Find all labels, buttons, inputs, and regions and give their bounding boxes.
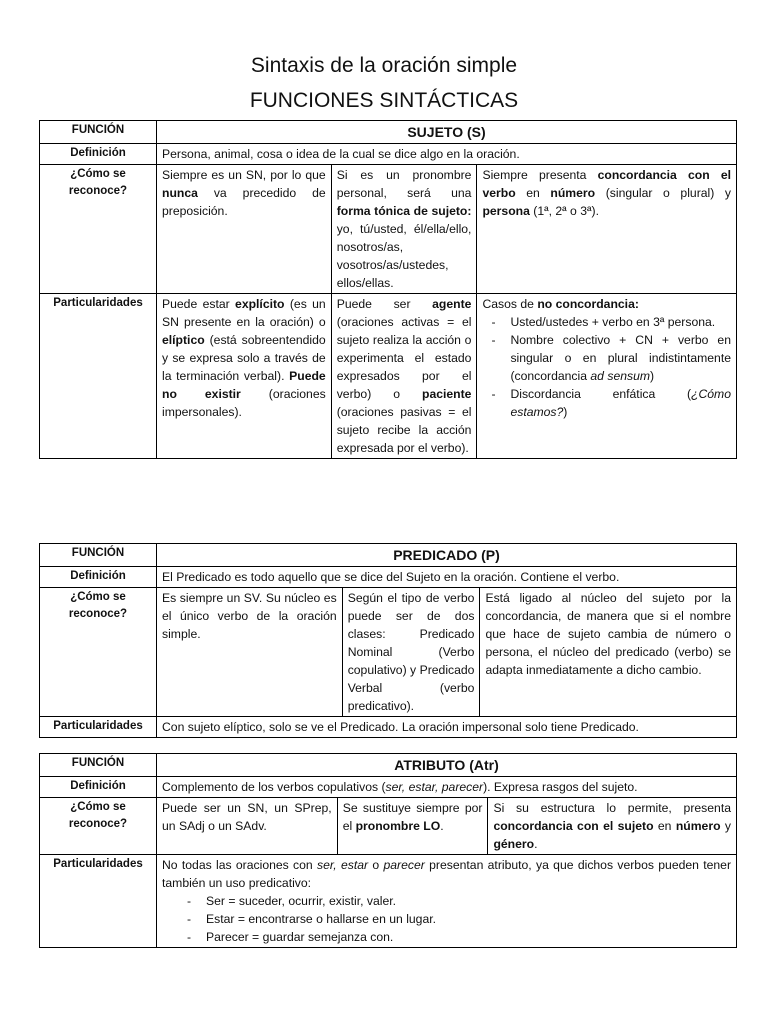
predicado-table: [39, 543, 737, 738]
sujeto-reconoce-1: Siempre es un SN, por lo que nunca va precedido de preposición.: [157, 165, 332, 293]
atributo-reconoce-3: Si su estructura lo permite, presenta concordancia con el sujeto en número y género.: [493, 801, 731, 851]
page-subtitle: FUNCIONES SINTÁCTICAS: [249, 89, 519, 112]
sujeto-definicion: Persona, animal, cosa o idea de la cual se dice algo en la oración.: [157, 144, 737, 165]
particularidades-label: Particularidades: [40, 855, 157, 948]
atributo-reconoce-1: Puede ser un SN, un SPrep, un SAdj o un SAdv.: [157, 798, 338, 854]
atributo-particularidades-list: [162, 892, 731, 946]
predicado-reconoce-2: Según el tipo de verbo puede ser de dos clases: Predicado Nominal (Verbo copulativo) y Predicado Verbal (verbo predicativo).: [343, 588, 481, 716]
predicado-reconoce-1: Es siempre un SV. Su núcleo es el único verbo de la oración simple.: [157, 588, 343, 716]
como-se-reconoce-label: ¿Cómo se reconoce?: [40, 588, 157, 717]
funcion-label: FUNCIÓN: [40, 544, 157, 567]
atributo-particularidades-intro: No todas las oraciones con ser, estar o parecer presentan atributo, ya que dichos verbos pueden tener también un uso predicativo:: [162, 858, 732, 890]
atributo-header: ATRIBUTO (Atr): [157, 754, 737, 777]
funcion-label: FUNCIÓN: [40, 121, 157, 144]
predicado-header: PREDICADO (P): [157, 544, 737, 567]
list-item: - Parecer = guardar semejanza con.: [178, 928, 731, 946]
como-se-reconoce-label: ¿Cómo se reconoce?: [40, 165, 157, 294]
predicado-particularidades: Con sujeto elíptico, solo se ve el Predicado. La oración impersonal solo tiene Predicado.: [157, 717, 737, 738]
list-item: - Ser = suceder, ocurrir, existir, valer.: [178, 892, 731, 910]
sujeto-reconoce-3: Siempre presenta concordancia con el verbo en número (singular o plural) y persona (1ª, 2ª o 3ª).: [482, 168, 731, 218]
no-concordancia-list: [482, 313, 731, 421]
particularidades-label: Particularidades: [40, 294, 157, 459]
como-se-reconoce-label: ¿Cómo se reconoce?: [40, 798, 157, 855]
list-item: - Usted/ustedes + verbo en 3ª persona.: [482, 313, 731, 331]
definicion-label: Definición: [40, 567, 157, 588]
no-concordancia-intro: Casos de no concordancia:: [482, 297, 639, 311]
funcion-label: FUNCIÓN: [40, 754, 157, 777]
list-item: - Estar = encontrarse o hallarse en un lugar.: [178, 910, 731, 928]
definicion-label: Definición: [40, 144, 157, 165]
atributo-table: [39, 753, 737, 948]
sujeto-particularidades-3: [477, 294, 736, 458]
sujeto-reconoce-2: Si es un pronombre personal, será una forma tónica de sujeto: yo, tú/usted, él/ella/ello, nosotros/as, vosotros/as/ustedes, ellos/ellas.: [332, 165, 478, 293]
particularidades-label: Particularidades: [40, 717, 157, 738]
list-item: - Nombre colectivo + CN + verbo en singular o en plural indistintamente (concordancia ad sensum): [482, 331, 731, 385]
page-title: Sintaxis de la oración simple: [250, 54, 518, 77]
atributo-definicion: Complemento de los verbos copulativos (ser, estar, parecer). Expresa rasgos del sujeto.: [157, 777, 737, 798]
sujeto-table: [39, 120, 737, 459]
sujeto-particularidades-1: Puede estar explícito (es un SN presente en la oración) o elíptico (está sobreentendido y se expresa solo a través de la terminación verbal). Puede no existir (oraciones impersonales).: [157, 294, 332, 458]
predicado-reconoce-3: Está ligado al núcleo del sujeto por la concordancia, de manera que si el nombre que hace de sujeto cambia de número o persona, el núcleo del predicado (verbo) se adapta inmediatamente a dicho cambio.: [485, 591, 731, 677]
atributo-reconoce-2: Se sustituye siempre por el pronombre LO.: [338, 798, 489, 854]
list-item: - Discordancia enfática (¿Cómo estamos?): [482, 385, 731, 421]
predicado-definicion: El Predicado es todo aquello que se dice del Sujeto en la oración. Contiene el verbo.: [157, 567, 737, 588]
sujeto-header: SUJETO (S): [157, 121, 737, 144]
sujeto-particularidades-2: Puede ser agente (oraciones activas = el sujeto realiza la acción o experimenta el estado expresados por el verbo) o paciente (oraciones pasivas = el sujeto recibe la acción expresada por el verbo).: [332, 294, 478, 458]
definicion-label: Definición: [40, 777, 157, 798]
